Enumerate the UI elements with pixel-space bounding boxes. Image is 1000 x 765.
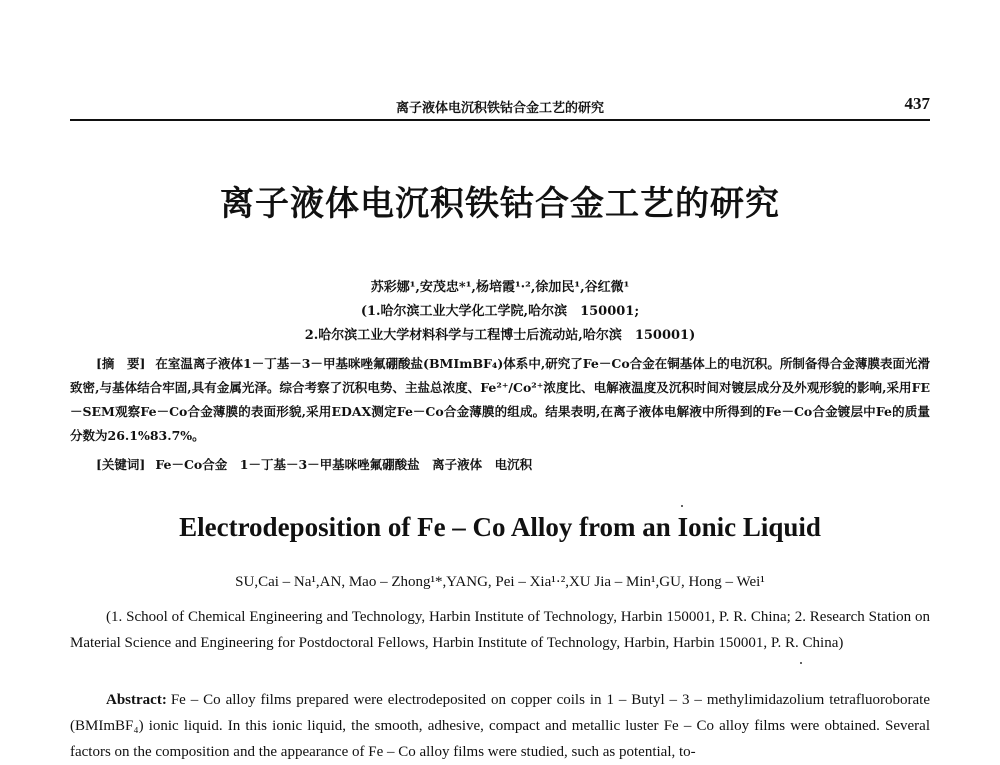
english-title: Electrodeposition of Fe – Co Alloy from an Ionic Liquid [179, 512, 821, 542]
header-rule [70, 119, 930, 121]
english-affiliation: (1. School of Chemical Engineering and Technology, Harbin Institute of Technology, Harbin 150001, P. R. China; 2. Research Station on Material Science and Engineering for Postdoctoral Fellows, Harbin Institute of Technology, Harbin, Harbin 150001, P. R. China) [70, 609, 930, 651]
english-authors: SU,Cai – Na¹,AN, Mao – Zhong¹*,YANG, Pei – Xia¹·²,XU Jia – Min¹,GU, Hong – Wei¹ [235, 574, 765, 590]
chinese-authors: 苏彩娜¹,安茂忠*¹,杨培霞¹·²,徐加民¹,谷红微¹ [370, 280, 630, 295]
chinese-abstract [70, 352, 930, 448]
english-abstract-label: Abstract: [106, 692, 167, 708]
speck-mark-2 [800, 662, 802, 664]
chinese-affiliation-1: (1.哈尔滨工业大学化工学院,哈尔滨 150001; [360, 304, 640, 319]
page-number: 437 [904, 94, 930, 113]
chinese-abstract-label: [摘 要] [96, 356, 146, 371]
chinese-title: 离子液体电沉积铁钴合金工艺的研究 [220, 184, 780, 224]
chinese-keywords-text: Fe－Co合金 1－丁基－3－甲基咪唑氟硼酸盐 离子液体 电沉积 [155, 457, 533, 472]
chinese-affiliation-2: 2.哈尔滨工业大学材料科学与工程博士后流动站,哈尔滨 150001) [304, 328, 696, 343]
chinese-abstract-text: 在室温离子液体1－丁基－3－甲基咪唑氟硼酸盐(BMImBF₄)体系中,研究了Fe－Co合金在铜基体上的电沉积。所制备得合金薄膜表面光滑致密,与基体结合牢固,具有金属光泽。综合考察了沉积电势、主盐总浓度、Fe²⁺/Co²⁺浓度比、电解液温度及沉积时间对镀层成分及外观形貌的影响,采用FE－SEM观察Fe－Co合金薄膜的表面形貌,采用EDAX测定Fe－Co合金薄膜的组成。结果表明,在离子液体电解液中所得到的Fe－Co合金镀层中Fe的质量分数为26.1%83.7%。 [70, 356, 930, 443]
english-abstract [70, 687, 930, 765]
running-title: 离子液体电沉积铁钴合金工艺的研究 [395, 101, 604, 116]
chinese-keywords [96, 455, 930, 473]
english-abstract-text: Fe – Co alloy films prepared were electrodeposited on copper coils in 1 – Butyl – 3 – methylimidazolium tetrafluoroborate (BMImBF₄) ionic liquid. In this ionic liquid, the smooth, adhesive, compact and metallic luster Fe – Co alloy films were obtained. Several factors on the composition and the appearance of Fe – Co alloy films were studied, such as potential, to- [70, 692, 930, 760]
chinese-keywords-label: [关键词] [96, 457, 146, 472]
speck-mark [681, 505, 683, 507]
running-header [70, 94, 930, 116]
